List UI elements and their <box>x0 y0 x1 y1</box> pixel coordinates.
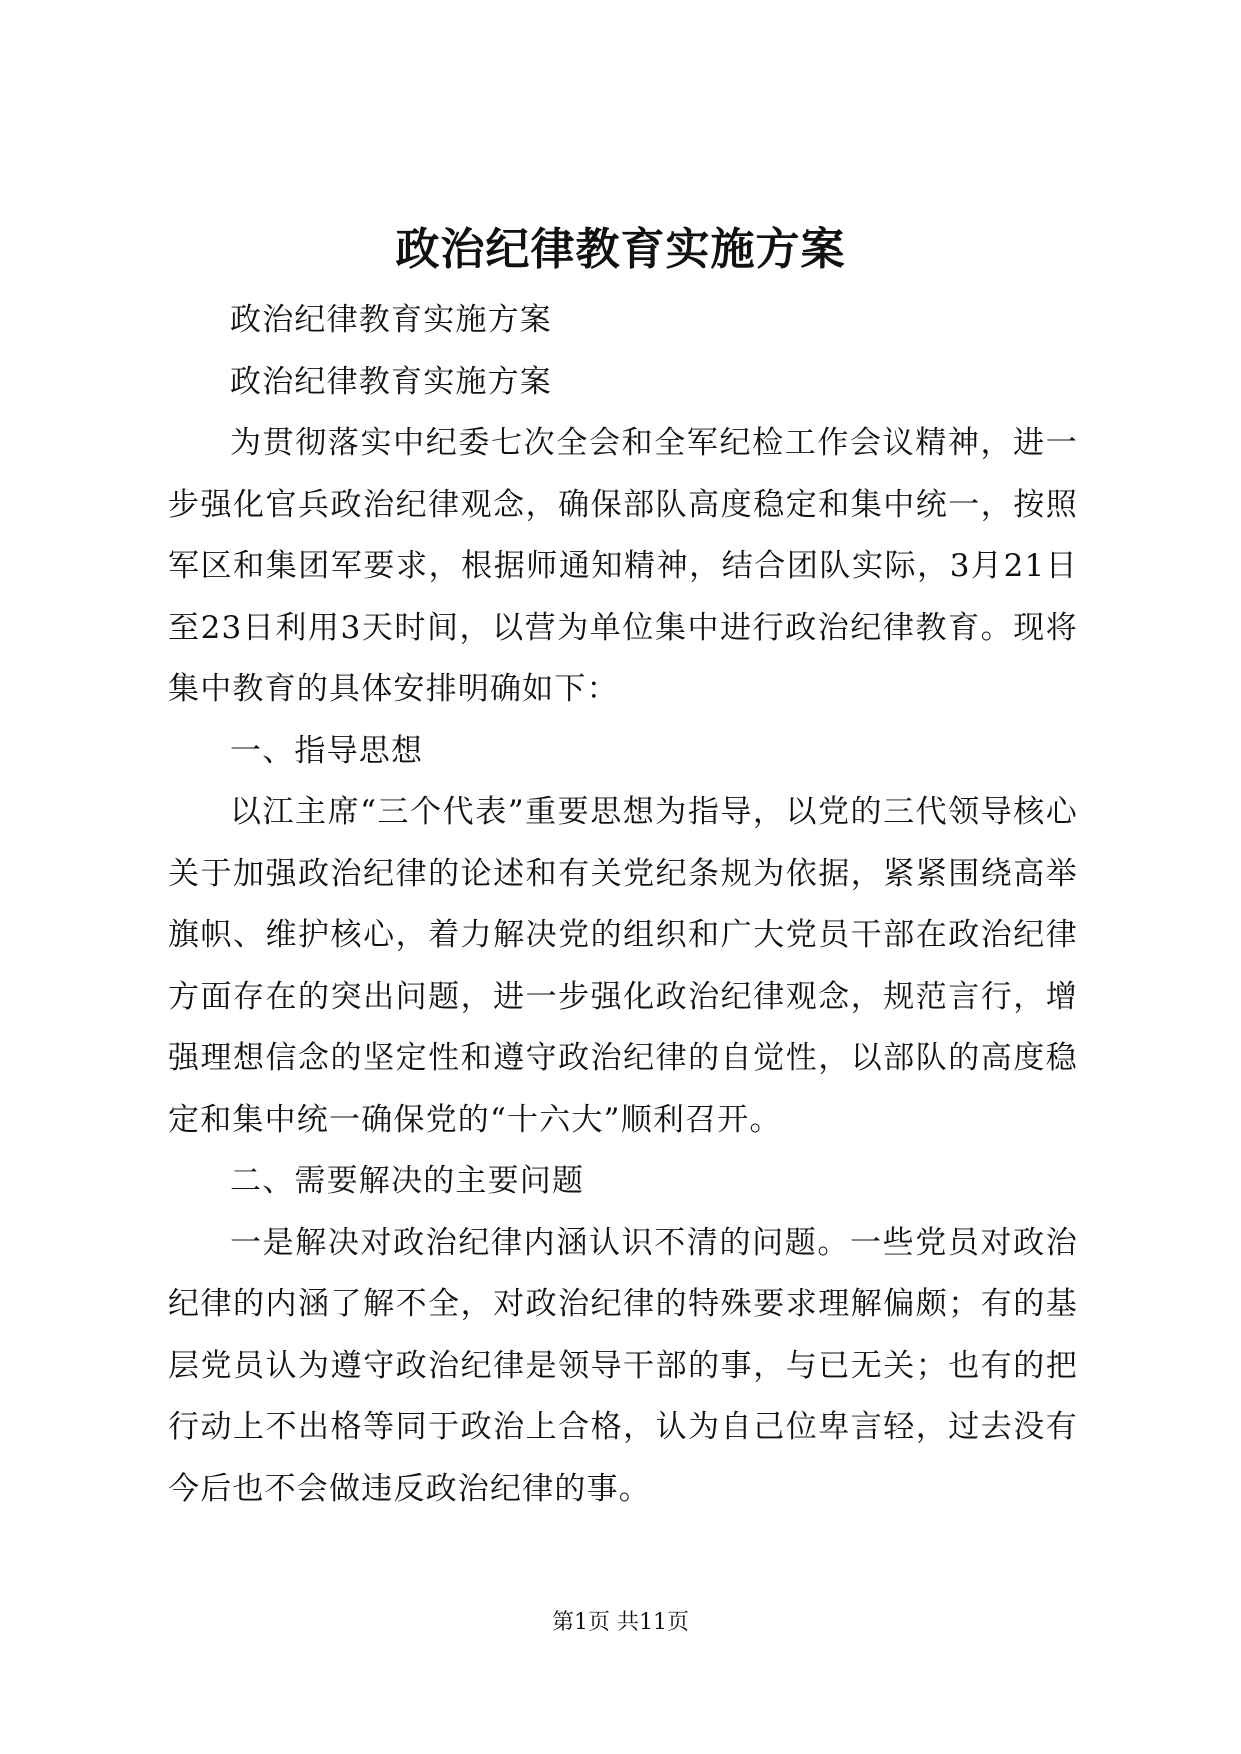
section-heading-guiding-ideology: 一、指导思想 <box>230 732 424 769</box>
page-number-footer: 第1页 共11页 <box>552 1610 689 1635</box>
subtitle-line-1: 政治纪律教育实施方案 <box>230 302 552 338</box>
section-heading-main-problems: 二、需要解决的主要问题 <box>230 1163 585 1199</box>
document-title: 政治纪律教育实施方案 <box>395 224 846 275</box>
guiding-ideology-paragraph: 以江主席“三个代表”重要思想为指导，以党的三代领导核心关于加强政治纪律的论述和有关党纪条规为依据，紧紧围绕高举旗帜、维护核心，着力解决党的组织和广大党员干部在政治纪律方面存在的突出问题，进一步强化政治纪律观念，规范言行，增强理想信念的坚定性和遵守政治纪律的自觉性，以部队的高度稳定和集中统一确保党的“十六大”顺利召开。 <box>168 794 1078 1138</box>
intro-paragraph: 为贯彻落实中纪委七次全会和全军纪检工作会议精神，进一步强化官兵政治纪律观念，确保部队高度稳定和集中统一，按照军区和集团军要求，根据师通知精神，结合团队实际，3月21日至23日利用3天时间，以营为单位集中进行政治纪律教育。现将集中教育的具体安排明确如下： <box>168 425 1078 707</box>
main-problems-paragraph: 一是解决对政治纪律内涵认识不清的问题。一些党员对政治纪律的内涵了解不全，对政治纪律的特殊要求理解偏颇；有的基层党员认为遵守政治纪律是领导干部的事，与已无关；也有的把行动上不出格等同于政治上合格，认为自己位卑言轻，过去没有今后也不会做违反政治纪律的事。 <box>168 1224 1078 1507</box>
document-body <box>168 290 1078 1520</box>
subtitle-line-2: 政治纪律教育实施方案 <box>230 363 552 400</box>
